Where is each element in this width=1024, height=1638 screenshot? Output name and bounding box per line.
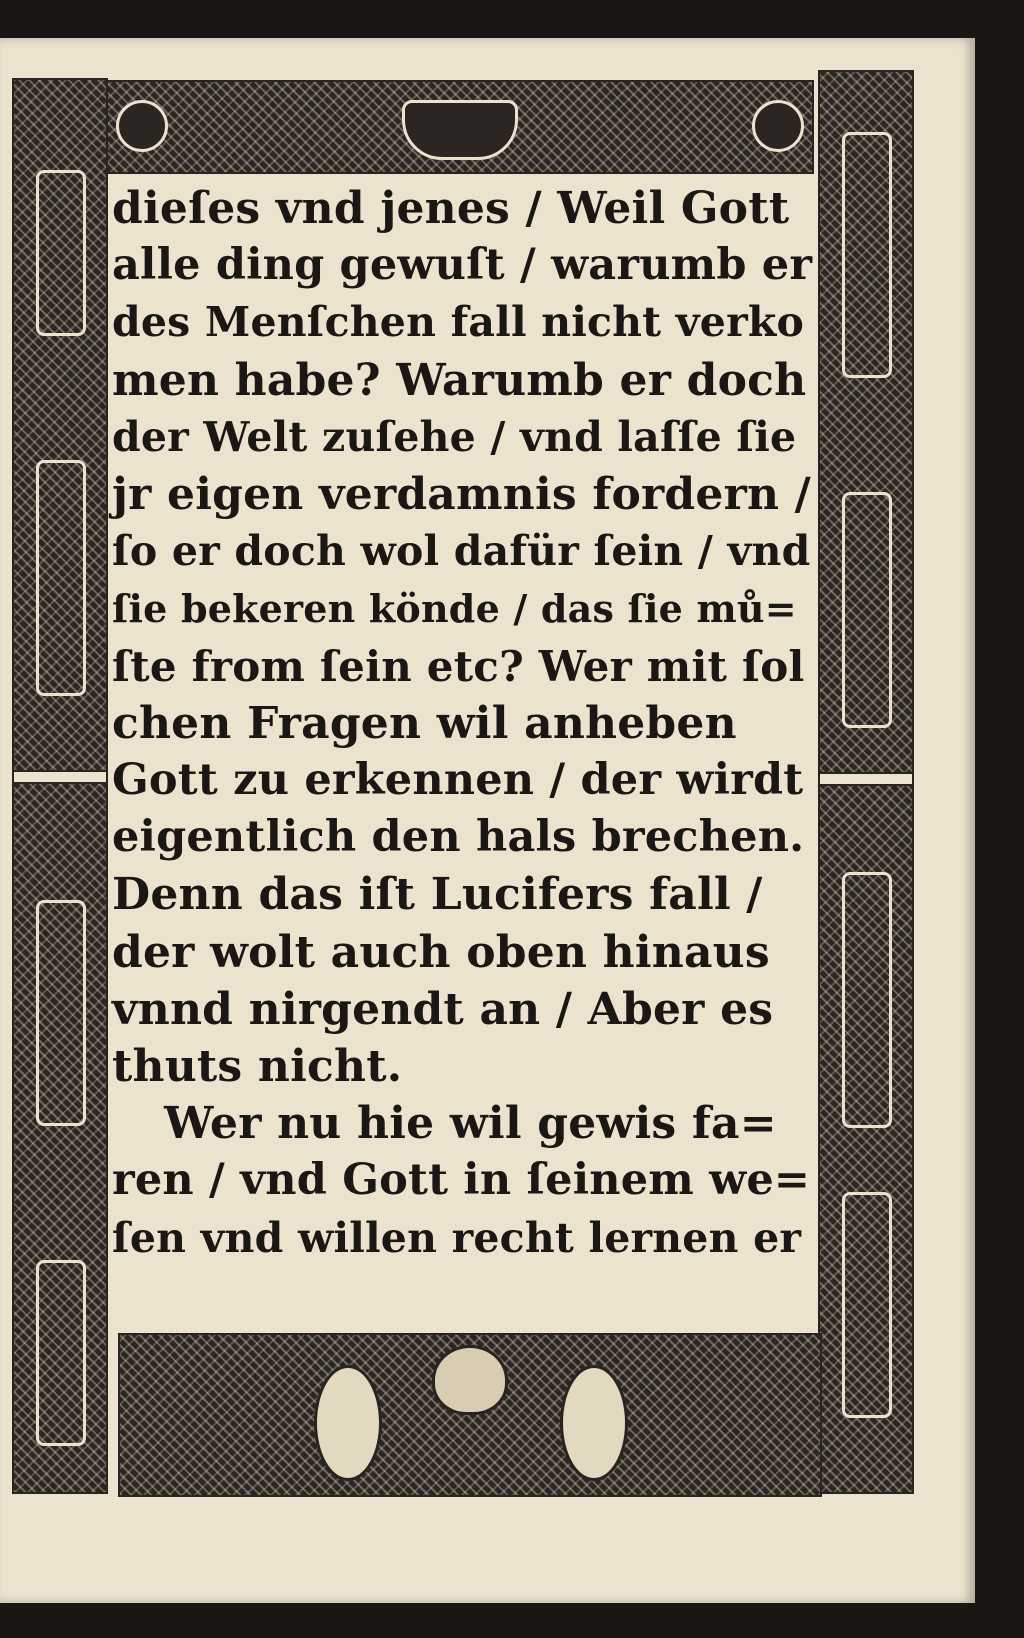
text-line: ſen vnd willen recht lernen er (112, 1213, 802, 1262)
text-line: Wer nu hie wil gewis fa= (164, 1098, 777, 1150)
text-line: jr eigen verdamnis fordern / (112, 469, 811, 521)
text-line: men habe? Warumb er doch (112, 354, 807, 406)
text-line: thuts nicht. (112, 1041, 403, 1093)
pillar-divider (820, 772, 912, 786)
text-line: der Welt zuſehe / vnd laſſe ſie (112, 412, 797, 461)
left-pillar-border (12, 78, 108, 1494)
text-line: der wolt auch oben hinaus (112, 926, 770, 978)
cherub-figure (432, 1345, 508, 1415)
text-line: alle ding gewuſt / warumb er (112, 240, 813, 291)
text-line: ſie bekeren könde / das ſie mů= (112, 586, 797, 632)
twisted-column (842, 132, 892, 378)
text-line: ſo er doch wol dafür ſein / vnd (112, 527, 811, 576)
top-ornamental-border (104, 80, 814, 174)
pillar-shaft (36, 170, 86, 336)
twisted-column (842, 872, 892, 1128)
page-text-block (112, 180, 812, 1330)
text-line: Gott zu erkennen / der wirdt (112, 755, 804, 806)
rosette-ornament-right (752, 100, 804, 152)
text-line: chen Fragen wil anheben (112, 697, 737, 749)
urn-ornament (402, 100, 518, 160)
twisted-column (842, 492, 892, 728)
text-line: dieſes vnd jenes / Weil Gott (112, 183, 790, 234)
text-line: eigentlich den hals brechen. (112, 812, 805, 863)
text-line: ren / vnd Gott in ſeinem we= (112, 1155, 811, 1206)
rosette-ornament-left (116, 100, 168, 152)
pillar-shaft (36, 460, 86, 696)
egg-ornament-left (314, 1365, 382, 1481)
pillar-divider (14, 770, 106, 784)
text-line: des Menſchen fall nicht verko (112, 298, 805, 347)
twisted-column (842, 1192, 892, 1418)
right-pillar-border (818, 70, 914, 1494)
pillar-shaft (36, 900, 86, 1126)
text-line: Denn das iſt Lucifers fall / (112, 869, 763, 921)
bottom-ornamental-border (118, 1333, 822, 1497)
pillar-shaft (36, 1260, 86, 1446)
text-line: vnnd nirgendt an / Aber es (112, 983, 774, 1035)
text-line: ſte from ſein etc? Wer mit ſol (112, 641, 805, 691)
egg-ornament-right (560, 1365, 628, 1481)
